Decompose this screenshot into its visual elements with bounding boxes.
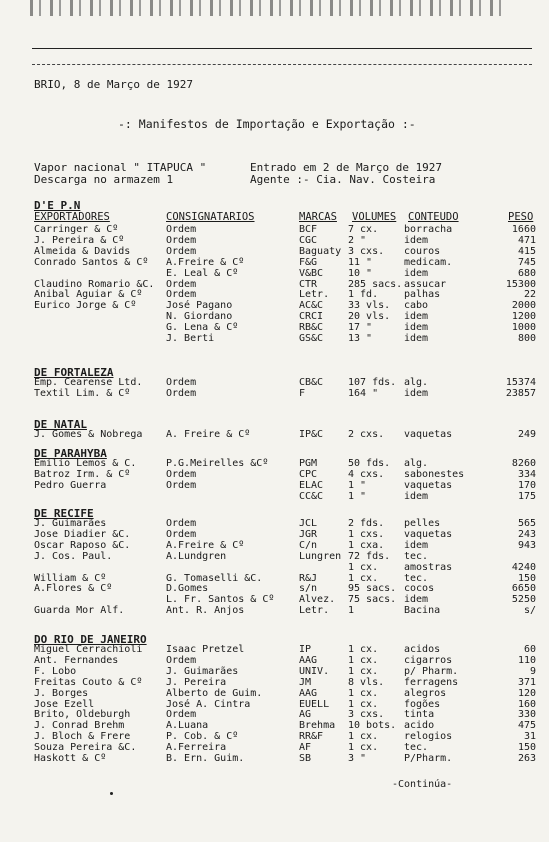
cell-conteudo: palhas (404, 289, 441, 301)
cell-exportador: Almeida & Davids (34, 245, 131, 257)
cell-volume: 1 cx. (348, 654, 379, 666)
cell-marca: AAG (299, 654, 318, 666)
cell-exportador: Souza Pereira &C. (34, 742, 137, 754)
cell-conteudo: alegros (404, 687, 447, 699)
cell-consignatario: Ordem (166, 479, 197, 491)
section-header: DE NATAL (34, 418, 87, 431)
cell-conteudo: idem (404, 311, 429, 323)
cell-exportador: Anibal Aguiar & Cº (34, 289, 143, 301)
col-exportadores: EXPORTADORES (34, 211, 110, 223)
cell-marca: CGC (299, 234, 318, 246)
cell-consignatario: Isaac Pretzel (166, 644, 245, 655)
cell-conteudo: cigarros (404, 654, 453, 666)
page-title: -: Manifestos de Importação e Exportação :- (118, 117, 416, 131)
cell-exportador: Guarda Mor Alf. (34, 605, 125, 617)
cell-marca: C/n (299, 539, 318, 551)
table-row (0, 720, 549, 731)
cell-peso: 800 (517, 333, 536, 344)
cell-peso: 4240 (511, 561, 536, 573)
cell-conteudo: p/ Pharm. (404, 665, 459, 677)
table-row (0, 677, 549, 688)
table-row (0, 235, 549, 246)
table-row (0, 480, 549, 491)
cell-exportador: Freitas Couto & Cº (34, 676, 143, 688)
cell-marca: CC&C (299, 490, 324, 502)
table-row (0, 666, 549, 677)
cell-volume: 3 " (348, 753, 367, 764)
cell-marca: F (299, 387, 306, 399)
table-row (0, 289, 549, 300)
cell-peso: 22 (523, 289, 536, 301)
cell-consignatario: Ordem (166, 245, 197, 257)
cell-marca: GS&C (299, 333, 324, 344)
cell-volume: 95 sacs. (348, 583, 397, 595)
cell-consignatario: J. Guimarães (166, 665, 239, 677)
cell-marca: BCF (299, 224, 318, 235)
cell-peso: 23857 (505, 387, 536, 399)
cell-exportador: F. Lobo (34, 665, 77, 677)
cell-consignatario: Ant. R. Anjos (166, 605, 245, 617)
cell-exportador: Jose Ezell (34, 698, 95, 710)
cell-conteudo: idem (404, 322, 429, 334)
col-peso: PESO (508, 211, 534, 223)
cell-marca: UNIV. (299, 665, 330, 677)
cell-exportador: Textil Lim. & Cº (34, 387, 131, 399)
cell-consignatario: A.Freire & Cº (166, 539, 245, 551)
cell-marca: AAG (299, 687, 318, 699)
cell-conteudo: alg. (404, 377, 429, 388)
top-rule-dashed (32, 64, 532, 65)
cell-conteudo: sabonestes (404, 468, 465, 480)
cell-peso: 110 (517, 654, 536, 666)
table-row (0, 333, 549, 344)
cell-volume: 1 fd. (348, 289, 379, 301)
cell-conteudo: vaquetas (404, 528, 453, 540)
cell-volume: 1 " (348, 479, 367, 491)
cell-marca: CRCI (299, 311, 324, 323)
cell-conteudo: idem (404, 594, 429, 606)
cell-peso: 160 (517, 698, 536, 710)
cell-volume: 107 fds. (348, 377, 397, 388)
section-header: DE PARAHYBA (34, 447, 107, 460)
cell-consignatario: J. Berti (166, 333, 215, 344)
cell-consignatario: G. Lena & Cº (166, 322, 239, 334)
cell-marca: SB (299, 753, 312, 764)
cell-marca: R&J (299, 572, 318, 584)
cell-exportador: Emp. Cearense Ltd. (34, 377, 143, 388)
table-row (0, 279, 549, 290)
col-marcas: MARCAS (299, 211, 337, 223)
cell-peso: 6650 (511, 583, 536, 595)
cell-volume: 1 cx. (348, 665, 379, 677)
cell-conteudo: couros (404, 245, 441, 257)
cell-peso: 1660 (511, 224, 536, 235)
table-row (0, 540, 549, 551)
table-row (0, 388, 549, 399)
agent-line: Entrado em 2 de Março de 1927 Agente :- Cia. Nav. Costeira (250, 161, 443, 186)
cell-consignatario: Ordem (166, 289, 197, 301)
table-row (0, 753, 549, 764)
table-row (0, 377, 549, 388)
cell-marca: Letr. (299, 605, 330, 617)
cell-exportador: Pedro Guerra (34, 479, 107, 491)
cell-exportador: J. Pereira & Cº (34, 234, 125, 246)
cell-consignatario: Ordem (166, 518, 197, 529)
cell-consignatario: Ordem (166, 468, 197, 480)
cell-peso: 150 (517, 572, 536, 584)
cell-peso: 415 (517, 245, 536, 257)
cell-exportador: Jose Diadier &C. (34, 528, 131, 540)
cell-consignatario: P.G.Meirelles &Cº (166, 458, 269, 469)
cell-consignatario: A.Freire & Cº (166, 256, 245, 268)
cell-conteudo: tinta (404, 709, 435, 721)
cell-exportador: Miguel Cerrachioli (34, 644, 143, 655)
cell-marca: EUELL (299, 698, 330, 710)
cell-consignatario: Ordem (166, 528, 197, 540)
cell-marca: RB&C (299, 322, 324, 334)
cell-exportador: J. Gomes & Nobrega (34, 429, 143, 440)
cell-consignatario: G. Tomaselli &C. (166, 572, 263, 584)
cell-consignatario: Ordem (166, 278, 197, 290)
cell-marca: PGM (299, 458, 318, 469)
cell-consignatario: D.Gomes (166, 583, 209, 595)
cell-exportador: Conrado Santos & Cº (34, 256, 149, 268)
cell-peso: 680 (517, 267, 536, 279)
cell-exportador: Brito, Oldeburgh (34, 709, 131, 721)
cell-peso: 5250 (511, 594, 536, 606)
top-rule (32, 48, 532, 49)
table-row (0, 573, 549, 584)
cell-volume: 75 sacs. (348, 594, 397, 606)
cell-conteudo: P/Pharm. (404, 753, 453, 764)
cell-consignatario: Alberto de Guim. (166, 687, 263, 699)
cell-marca: Baguaty (299, 245, 342, 257)
cell-marca: JCL (299, 518, 318, 529)
cell-marca: V&BC (299, 267, 324, 279)
cell-volume: 7 cx. (348, 224, 379, 235)
cell-consignatario: Ordem (166, 377, 197, 388)
table-row (0, 594, 549, 605)
cell-conteudo: acido (404, 720, 435, 732)
continua-note: -Continúa- (392, 779, 453, 790)
cell-exportador: J. Conrad Brehm (34, 720, 125, 732)
cell-conteudo: borracha (404, 224, 453, 235)
cell-conteudo: amostras (404, 561, 453, 573)
cell-conteudo: Bacina (404, 605, 441, 617)
cell-volume: 2 cxs. (348, 429, 385, 440)
cell-volume: 1 cx. (348, 561, 379, 573)
cell-consignatario: P. Cob. & Cº (166, 731, 239, 743)
col-consignatarios: CONSIGNATARIOS (166, 211, 255, 223)
cell-peso: 175 (517, 490, 536, 502)
table-row (0, 257, 549, 268)
section-header: D'E P.N (34, 199, 81, 212)
cell-marca: Letr. (299, 289, 330, 301)
table-row (0, 429, 549, 440)
cell-peso: 475 (517, 720, 536, 732)
cell-peso: 1000 (511, 322, 536, 334)
cell-peso: 170 (517, 479, 536, 491)
cell-exportador: Eurico Jorge & Cº (34, 300, 137, 312)
cell-conteudo: idem (404, 490, 429, 502)
cell-peso: 1200 (511, 311, 536, 323)
cell-peso: 31 (523, 731, 536, 743)
table-row (0, 529, 549, 540)
cell-consignatario: Ordem (166, 224, 197, 235)
cell-exportador: Carringer & Cº (34, 224, 119, 235)
cell-volume: 33 vls. (348, 300, 391, 312)
cell-volume: 20 vls. (348, 311, 391, 323)
cell-volume: 285 sacs. (348, 278, 403, 290)
cell-volume: 164 " (348, 387, 379, 399)
table-row (0, 458, 549, 469)
table-row (0, 246, 549, 257)
cell-exportador: Ant. Fernandes (34, 654, 119, 666)
cell-peso: 8260 (511, 458, 536, 469)
cell-peso: 471 (517, 234, 536, 246)
cell-peso: 330 (517, 709, 536, 721)
cell-exportador: William & Cº (34, 572, 107, 584)
cell-peso: 15300 (505, 278, 536, 290)
cell-volume: 72 fds. (348, 550, 391, 562)
cell-peso: 249 (517, 429, 536, 440)
cell-volume: 1 cx. (348, 742, 379, 754)
cell-exportador: Oscar Raposo &C. (34, 539, 131, 551)
cell-consignatario: A.Lundgren (166, 550, 227, 562)
table-row (0, 224, 549, 235)
cell-volume: 10 bots. (348, 720, 397, 732)
cell-exportador: J. Bloch & Frere (34, 731, 131, 743)
cell-conteudo: vaquetas (404, 479, 453, 491)
table-row (0, 655, 549, 666)
cell-volume: 11 " (348, 256, 373, 268)
table-row (0, 469, 549, 480)
cell-volume: 3 cxs. (348, 709, 385, 721)
col-volumes: VOLUMES (352, 211, 397, 223)
col-conteudo: CONTEUDO (408, 211, 459, 223)
table-row (0, 311, 549, 322)
cell-volume: 1 cx. (348, 687, 379, 699)
cell-conteudo: idem (404, 387, 429, 399)
cell-consignatario: A.Ferreira (166, 742, 227, 754)
cell-conteudo: tec. (404, 550, 429, 562)
cell-marca: RR&F (299, 731, 324, 743)
cell-peso: 120 (517, 687, 536, 699)
table-row (0, 551, 549, 562)
table-row (0, 562, 549, 573)
cell-conteudo: assucar (404, 278, 447, 290)
table-row (0, 491, 549, 502)
cell-conteudo: acidos (404, 644, 441, 655)
cell-peso: 943 (517, 539, 536, 551)
cell-conteudo: cocos (404, 583, 435, 595)
cell-consignatario: L. Fr. Santos & Cº (166, 594, 275, 606)
cell-volume: 1 cx. (348, 698, 379, 710)
cell-conteudo: idem (404, 333, 429, 344)
cell-volume: 1 cx. (348, 644, 379, 655)
cell-peso: 334 (517, 468, 536, 480)
section-header: DE RECIFE (34, 507, 94, 520)
cell-peso: 263 (517, 753, 536, 764)
cell-consignatario: N. Giordano (166, 311, 233, 323)
table-row (0, 583, 549, 594)
cell-peso: s/ (523, 605, 536, 617)
cell-volume: 1 " (348, 490, 367, 502)
cell-conteudo: vaquetas (404, 429, 453, 440)
section-header: DE FORTALEZA (34, 366, 114, 379)
cell-consignatario: Ordem (166, 387, 197, 399)
cell-conteudo: fogões (404, 698, 441, 710)
cell-exportador: Claudino Romario &C. (34, 278, 155, 290)
cell-consignatario: B. Ern. Guim. (166, 753, 245, 764)
table-row (0, 300, 549, 311)
cell-marca: F&G (299, 256, 318, 268)
table-row (0, 322, 549, 333)
cell-consignatario: Ordem (166, 234, 197, 246)
cell-marca: JM (299, 676, 312, 688)
cell-volume: 1 cx. (348, 731, 379, 743)
table-row (0, 518, 549, 529)
cell-conteudo: tec. (404, 742, 429, 754)
section-header: DO RIO DE JANEIRO (34, 633, 147, 646)
cell-marca: CTR (299, 278, 318, 290)
cell-exportador: Haskott & Cº (34, 753, 107, 764)
cell-consignatario: Ordem (166, 654, 197, 666)
cell-marca: AC&C (299, 300, 324, 312)
cell-volume: 1 cx. (348, 572, 379, 584)
cell-volume: 4 cxs. (348, 468, 385, 480)
cell-consignatario: José A. Cintra (166, 698, 251, 710)
cell-volume: 13 " (348, 333, 373, 344)
cell-conteudo: tec. (404, 572, 429, 584)
cell-marca: Lungren (299, 550, 342, 562)
scan-noise (30, 0, 510, 16)
cell-exportador: J. Borges (34, 687, 89, 699)
cell-marca: Alvez. (299, 594, 336, 606)
cell-consignatario: J. Pereira (166, 676, 227, 688)
cell-exportador: Batroz Irm. & Cº (34, 468, 131, 480)
cell-volume: 1 cxa. (348, 539, 385, 551)
cell-volume: 8 vls. (348, 676, 385, 688)
cell-marca: s/n (299, 583, 318, 595)
ink-dot (110, 792, 113, 795)
cell-exportador: J. Cos. Paul. (34, 550, 113, 562)
cell-peso: 371 (517, 676, 536, 688)
cell-conteudo: medicam. (404, 256, 453, 268)
cell-marca: ELAC (299, 479, 324, 491)
cell-peso: 9 (529, 665, 536, 677)
table-row (0, 268, 549, 279)
cell-exportador: J. Guimarães (34, 518, 107, 529)
table-row (0, 644, 549, 655)
cell-marca: Brehma (299, 720, 336, 732)
table-row (0, 731, 549, 742)
cell-volume: 2 fds. (348, 518, 385, 529)
cell-consignatario: E. Leal & Cº (166, 267, 239, 279)
cell-peso: 565 (517, 518, 536, 529)
cell-conteudo: alg. (404, 458, 429, 469)
cell-marca: JGR (299, 528, 318, 540)
cell-volume: 1 cxs. (348, 528, 385, 540)
cell-conteudo: pelles (404, 518, 441, 529)
cell-consignatario: José Pagano (166, 300, 233, 312)
cell-volume: 10 " (348, 267, 373, 279)
cell-conteudo: ferragens (404, 676, 459, 688)
cell-peso: 745 (517, 256, 536, 268)
cell-peso: 243 (517, 528, 536, 540)
cell-marca: IP&C (299, 429, 324, 440)
page-date: BRIO, 8 de Março de 1927 (34, 78, 193, 91)
table-row (0, 688, 549, 699)
cell-marca: AF (299, 742, 312, 754)
cell-marca: CPC (299, 468, 318, 480)
cell-consignatario: A.Luana (166, 720, 209, 732)
cell-consignatario: A. Freire & Cº (166, 429, 251, 440)
cell-conteudo: idem (404, 267, 429, 279)
cell-conteudo: idem (404, 234, 429, 246)
cell-volume: 50 fds. (348, 458, 391, 469)
cell-peso: 2000 (511, 300, 536, 312)
table-row (0, 699, 549, 710)
cell-conteudo: idem (404, 539, 429, 551)
table-row (0, 605, 549, 616)
cell-conteudo: cabo (404, 300, 429, 312)
vapor-line: Vapor nacional " ITAPUCA " Descarga no armazem 1 (34, 161, 207, 186)
cell-marca: AG (299, 709, 312, 721)
cell-volume: 2 " (348, 234, 367, 246)
cell-volume: 3 cxs. (348, 245, 385, 257)
cell-exportador: Emilio Lemos & C. (34, 458, 137, 469)
cell-consignatario: Ordem (166, 709, 197, 721)
table-row (0, 742, 549, 753)
cell-marca: IP (299, 644, 312, 655)
cell-peso: 60 (523, 644, 536, 655)
cell-peso: 150 (517, 742, 536, 754)
cell-marca: CB&C (299, 377, 324, 388)
cell-peso: 15374 (505, 377, 536, 388)
cell-volume: 17 " (348, 322, 373, 334)
cell-volume: 1 (348, 605, 355, 617)
cell-conteudo: relogios (404, 731, 453, 743)
table-row (0, 709, 549, 720)
cell-exportador: A.Flores & Cº (34, 583, 113, 595)
